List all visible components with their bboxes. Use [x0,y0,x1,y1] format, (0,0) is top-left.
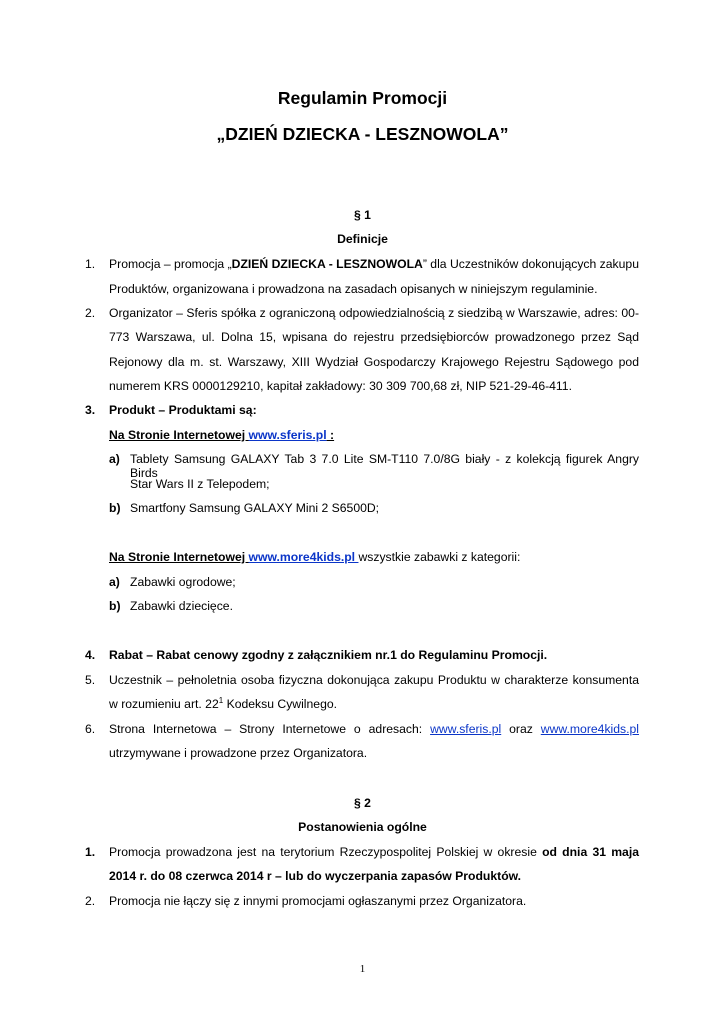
promotion-name: „DZIEŃ DZIECKA - LESZNOWOLA” [216,124,509,144]
s1-item3-d-line1: Zabawki dziecięce. [130,599,233,613]
s1-item2-line4: numerem KRS 0000129210, kapitał zakładowy: 30 309 700,68 zł, NIP 521-29-46-411. [109,379,572,393]
more4kids-link[interactable]: www.more4kids.pl [540,722,639,736]
s1-item2-line1: Organizator – Sferis spółka z ograniczoną odpowiedzialnością z siedzibą w Warszawie, adres: 00- [109,306,639,320]
store2-suffix: wszystkie zabawki z kategorii: [358,550,521,564]
store2-link[interactable]: www.more4kids.pl [248,550,359,564]
document-title: Regulamin Promocji [277,88,448,108]
s2-item1-line2: 2014 r. do 08 czerwca 2014 r – lub do wyczerpania zapasów Produktów. [109,869,522,883]
s1-item5-text-b: Kodeksu Cywilnego. [223,697,338,711]
s1-item4-number: 4. [85,648,96,662]
s1-item6-text-mid: oraz [501,722,541,736]
s1-item2-number: 2. [85,306,96,320]
store1-label: Na Stronie Internetowej [109,428,249,442]
store1-link[interactable]: www.sferis.pl [248,428,327,442]
s1-item2-line2: 773 Warszawa, ul. Dolna 15, wpisana do rejestru przedsiębiorców prowadzonego przez Sąd [109,330,639,344]
s1-item1-text-c: ” dla Uczestników dokonujących zakupu [422,257,639,271]
s2-item1-line1 [109,845,639,859]
section2-number: § 2 [354,796,371,810]
s1-item1-text-a: Promocja – promocja „ [109,257,232,271]
s1-item3-b-label: b) [109,501,121,515]
s1-item5-text-a: w rozumieniu art. 22 [109,697,219,711]
page-number: 1 [359,963,366,975]
s1-item6-number: 6. [85,722,96,736]
s1-item1-line2: Produktów, organizowana i prowadzona na zasadach opisanych w niniejszym regulaminie. [109,282,598,296]
store1-suffix: : [326,428,335,442]
s1-item4-line1: Rabat – Rabat cenowy zgodny z załącznikiem nr.1 do Regulaminu Promocji. [109,648,548,662]
s2-item2-number: 2. [85,894,96,908]
s1-item5-line1: Uczestnik – pełnoletnia osoba fizyczna dokonująca zakupu Produktu w charakterze konsumenta [109,673,639,687]
s1-item6-line2: utrzymywane i prowadzone przez Organizatora. [109,746,368,760]
s1-item2-line3: Rejonowy dla m. st. Warszawy, XIII Wydział Gospodarczy Krajowego Rejestru Sądowego pod [109,355,639,369]
s1-item3-number: 3. [85,403,96,417]
s2-item1-text-a: Promocja prowadzona jest na terytorium Rzeczypospolitej Polskiej w okresie [109,845,543,859]
s1-item5-superscript: 1 [218,695,224,705]
s2-item2-line1: Promocja nie łączy się z innymi promocjami ogłaszanymi przez Organizatora. [109,894,527,908]
s2-item1-date-start: od dnia 31 maja [542,845,639,859]
s1-item6-text-a: Strona Internetowa – Strony Internetowe o adresach: [109,722,431,736]
sferis-link[interactable]: www.sferis.pl [430,722,502,736]
s1-item5-line2 [109,697,639,711]
s1-item3-b-line1: Smartfony Samsung GALAXY Mini 2 S6500D; [130,501,380,515]
s1-item3-a-label: a) [109,452,120,466]
s1-item5-number: 5. [85,673,96,687]
s1-item3-a-line2: Star Wars II z Telepodem; [130,477,270,491]
section2-heading: Postanowienia ogólne [298,820,427,834]
s2-item1-number: 1. [85,845,96,859]
s1-item1-line1 [109,257,639,271]
s1-item3-a-line1: Tablety Samsung GALAXY Tab 3 7.0 Lite SM-T110 7.0/8G biały - z kolekcją figurek Angry Birds [130,452,639,480]
s1-item1-promo-name: DZIEŃ DZIECKA - LESZNOWOLA [231,257,423,271]
section1-heading: Definicje [337,232,388,246]
section1-number: § 1 [354,208,371,222]
s1-item3-store1 [109,428,639,442]
s1-item3-d-label: b) [109,599,121,613]
s1-item3-heading: Produkt – Produktami są: [109,403,257,417]
s1-item6-line1 [109,722,639,736]
s1-item1-number: 1. [85,257,96,271]
store2-label: Na Stronie Internetowej [109,550,249,564]
s1-item3-c-line1: Zabawki ogrodowe; [130,575,236,589]
s1-item3-store2 [109,550,639,564]
s1-item3-c-label: a) [109,575,120,589]
